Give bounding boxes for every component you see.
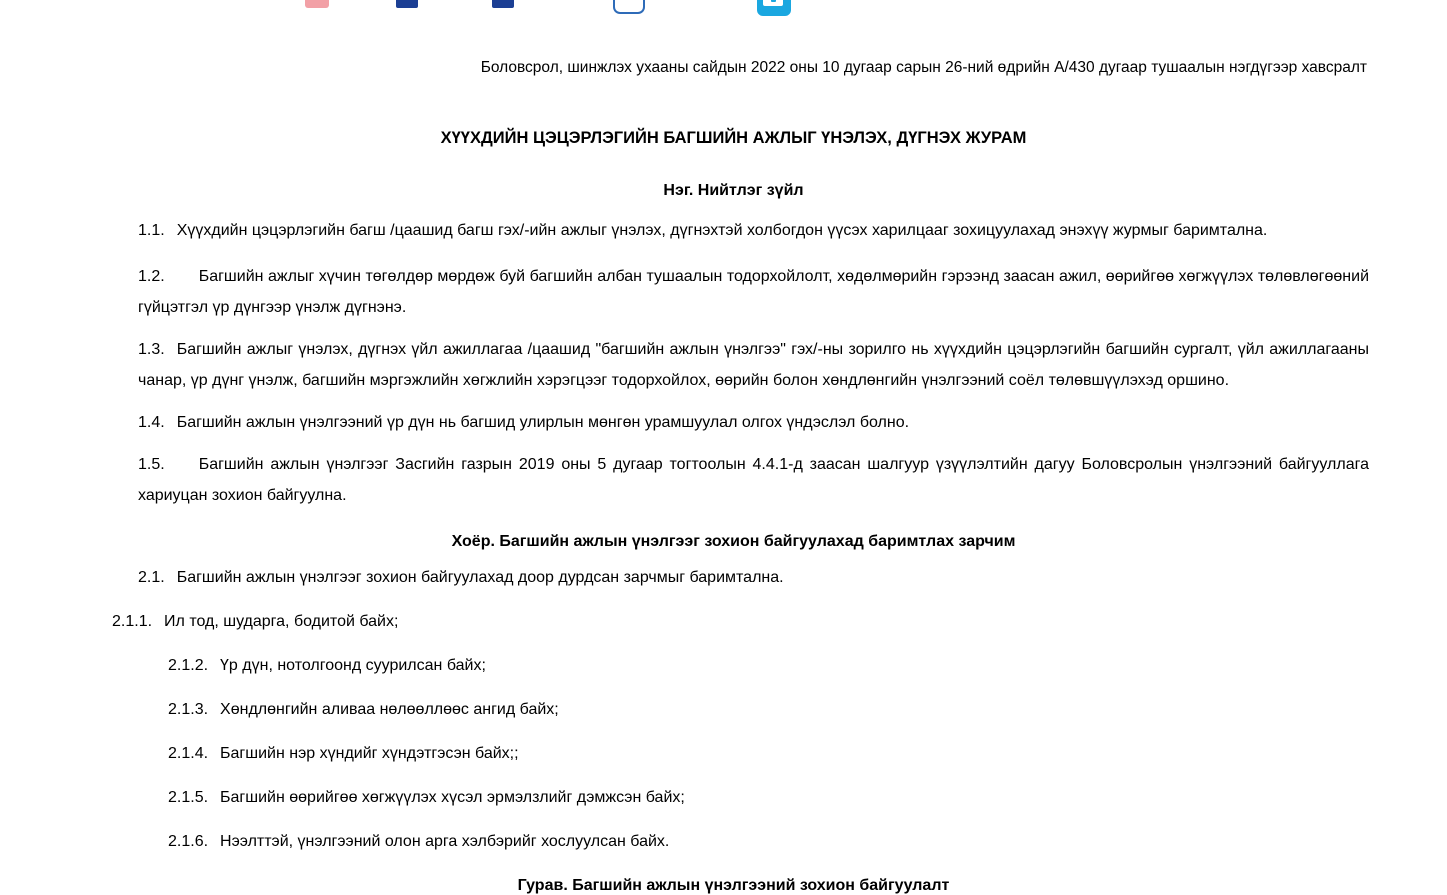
section-three-heading: Гурав. Багшийн ажлын үнэлгээний зохион байгуулалт [517,877,950,894]
outline-rounded-icon[interactable] [613,0,645,14]
clause-1-4 [138,407,1369,438]
clause-text: Хүүхдийн цэцэрлэгийн багш /цаашид багш гэх/-ийн ажлыг үнэлэх, дүгнэхтэй холбогдон үүсэх харилцааг зохицуулахад энэхүү журмыг баримталнa. [176,222,1268,239]
clause-number: 1.2. [138,268,165,285]
subitem-text: Багшийн өөрийгөө хөгжүүлэх хүсэл эрмэлзлийг дэмжсэн байх; [220,789,685,806]
app-navy-icon[interactable] [396,0,418,8]
app-navy-secondary-icon[interactable] [492,0,514,8]
subitem-text: Багшийн нэр хүндийг хүндэтгэсэн байх;; [220,745,519,762]
clause-1-5 [138,449,1369,511]
document-page [0,20,1447,895]
subitem-number: 2.1.1. [112,613,153,630]
document-body [54,57,1393,895]
clause-text: Багшийн ажлын үнэлгээг зохион байгуулахад доор дурдсан зарчмыг баримталнa. [176,569,784,586]
clause-1-1 [138,215,1369,246]
clause-number: 1.1. [138,222,165,239]
clause-1-3 [138,334,1369,396]
subitem-number: 2.1.5. [168,789,209,806]
clause-number: 2.1. [138,569,165,586]
clause-text: Багшийн ажлыг хүчин төгөлдөр мөрдөж буй багшийн албан тушаалын тодорхойлолт, хөдөлмөрийн гэрээнд заасан ажил, өөрийгөө хөгжүүлэх төлөвлөгөөний гүйцэтгэл үр дүнгээр үнэлж дүгнэнэ. [138,268,1369,316]
clause-text: Багшийн ажлын үнэлгээний үр дүн нь багшид улирлын мөнгөн урамшуулал олгох үндэслэл болно. [176,414,910,431]
subitem-number: 2.1.2. [168,657,209,674]
clause-number: 1.3. [138,341,165,358]
clause-number: 1.4. [138,414,165,431]
list-item [112,606,1369,637]
subitem-text: Хөндлөнгийн аливаа нөлөөллөөс ангид байх; [220,701,559,718]
subitem-text: Нээлттэй, үнэлгээний олон арга хэлбэрийг хослуулсан байх. [220,833,670,850]
document-title: ХҮҮХДИЙН ЦЭЦЭРЛЭГИЙН БАГШИЙН АЖЛЫГ ҮНЭЛЭХ, ДҮГНЭХ ЖУРАМ [440,129,1027,147]
clause-number: 1.5. [138,456,165,473]
clause-text: Багшийн ажлын үнэлгээг Засгийн газрын 2019 оны 5 дугаар тогтоолын 4.4.1-д заасан шалгуур үзүүлэлтийн дагуу Боловсролын үнэлгээний байгууллага хариуцан зохион байгуулна. [138,456,1369,504]
subitem-number: 2.1.3. [168,701,209,718]
list-item [168,738,1369,769]
document-header-note: Боловсрол, шинжлэх ухааны сайдын 2022 оны 10 дугаар сарын 26-ний өдрийн А/430 дугаар тушаалын нэгдүгээр хавсралт [480,59,1367,76]
save-disk-cyan-icon[interactable] [757,0,791,16]
subitem-text: Үр дүн, нотолгоонд суурилсан байх; [220,657,486,674]
list-item [168,826,1369,857]
section-two-heading: Хоёр. Багшийн ажлын үнэлгээг зохион байгуулахад баримтлах зарчим [451,533,1016,550]
browser-toolbar-strip [0,0,1447,20]
list-item [168,694,1369,725]
subitem-number: 2.1.4. [168,745,209,762]
list-item [168,650,1369,681]
section-one-heading: Нэг. Нийтлэг зүйл [663,182,804,199]
clause-text: Багшийн ажлыг үнэлэх, дүгнэх үйл ажиллагаа /цаашид "багшийн ажлын үнэлгээ" гэх/-ны зорилго нь хүүхдийн цэцэрлэгийн багшийн сургалт, үйл ажиллагааны чанар, үр дүнг үнэлж, багшийн мэргэжлийн хөгжлийн хэрэгцээг тодорхойлох, өөрийн болон хөндлөнгийн үнэлгээний соёл төлөвшүүлэхэд оршино. [138,341,1369,389]
subitem-text: Ил тод, шударга, бодитой байх; [164,613,399,630]
clause-2-1 [138,562,1369,593]
clause-1-2 [138,261,1369,323]
bookmark-pink-icon[interactable] [305,0,329,8]
subitem-number: 2.1.6. [168,833,209,850]
